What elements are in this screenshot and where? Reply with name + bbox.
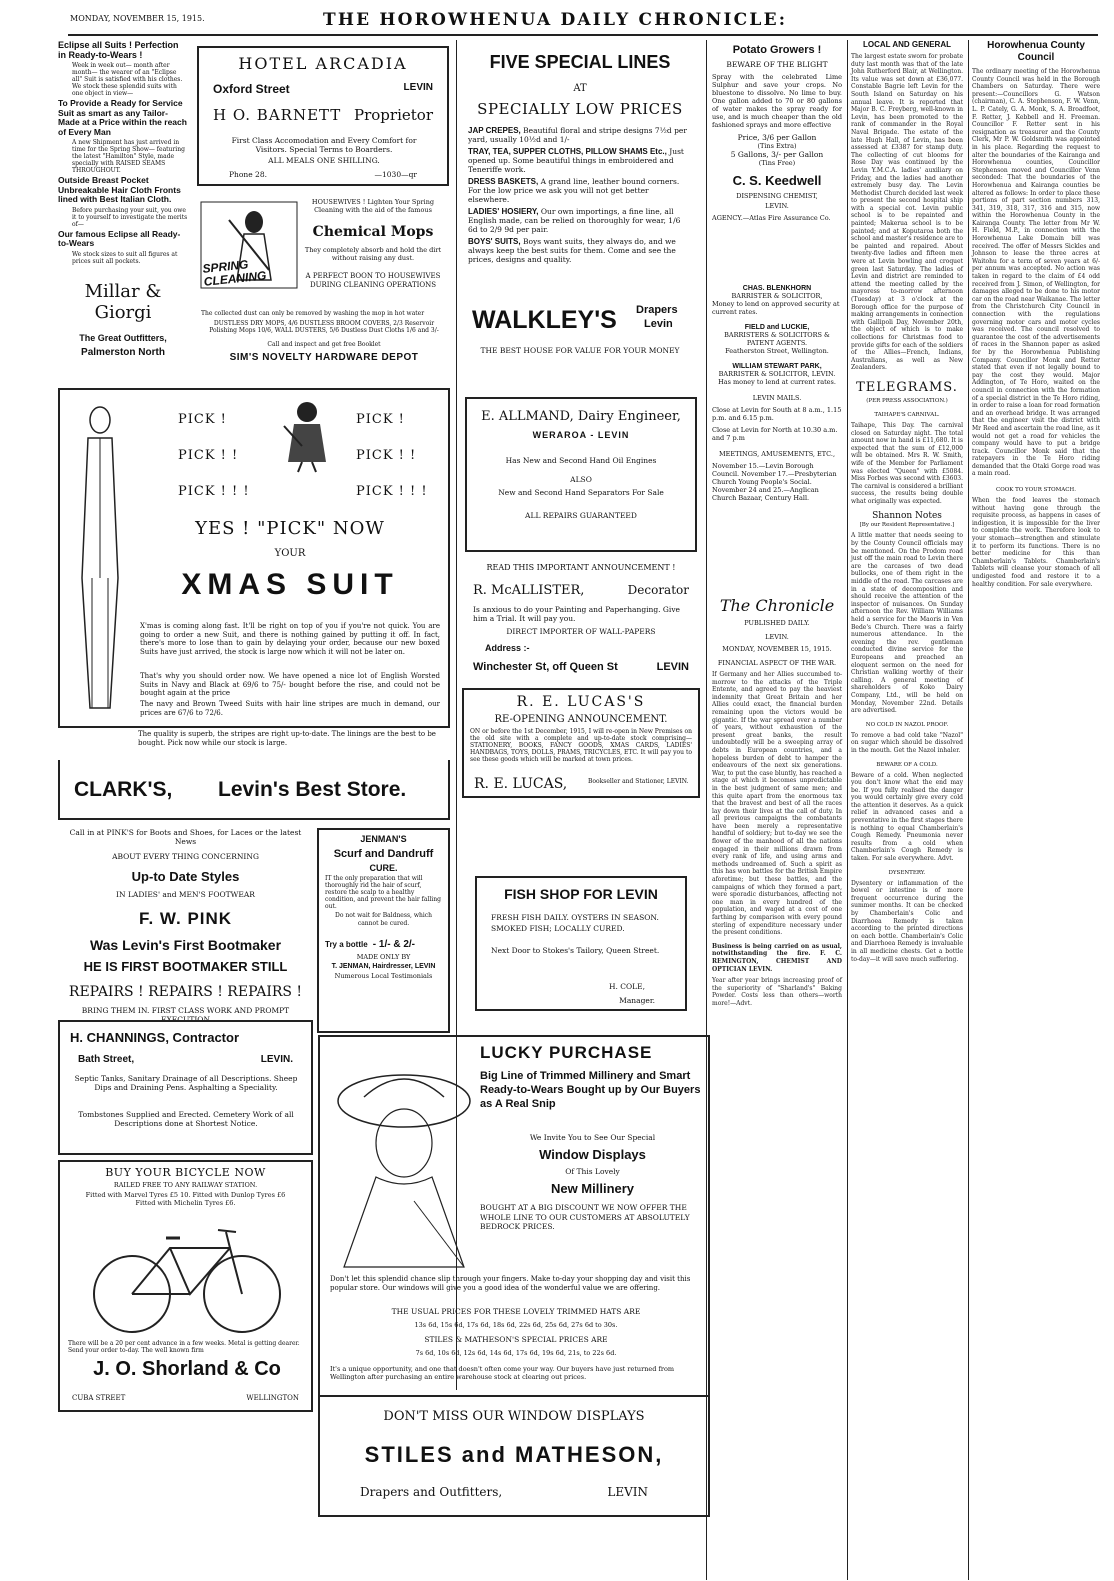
mcallister-ad <box>465 563 697 683</box>
stiles-bought: BOUGHT AT A BIG DISCOUNT WE NOW OFFER THE WHOLE LINE TO OUR CUSTOMERS AT ABSOLUTELY BEDROCK PRICES. <box>480 1203 690 1231</box>
shorland-line-2: Fitted with Marvel Tyres £5 10. Fitted with Dunlop Tyres £6 <box>85 1191 286 1199</box>
jenman-made: MADE ONLY BY <box>356 953 411 961</box>
chronicle-date: MONDAY, NOVEMBER 15, 1915. <box>722 645 832 653</box>
mcallister-town: LEVIN <box>656 661 689 673</box>
mails-south: Close at Levin for South at 8 a.m., 1.15 p.m. and 6.15 p.m. <box>712 406 842 422</box>
millar-giorgi-ad <box>58 40 188 385</box>
jenman-price: - 1/- & 2/- <box>372 939 416 950</box>
card-3-name: WILLIAM STEWART PARK, <box>732 363 822 370</box>
keedwell-price-2b: (Tins Free) <box>758 159 796 167</box>
hotel-arcadia-ad <box>197 46 449 186</box>
shorland-line-3: Fitted with Michelin Tyres £6. <box>135 1199 236 1207</box>
walkley-item-1: Beautiful floral and stripe designs 7½d per yard, usually 10½d and 1/- <box>468 126 687 144</box>
shorland-title: BUY YOUR BICYCLE NOW <box>105 1166 266 1179</box>
clarks-pick-2: PICK ! ! <box>178 448 239 463</box>
card-3-role: BARRISTER & SOLICITOR, LEVIN. <box>718 370 836 378</box>
stiles-special-prices: 7s 6d, 10s 6d, 12s 6d, 14s 6d, 17s 6d, 19s 6d, 21s, to 22s 6d. <box>415 1349 617 1357</box>
arcadia-line-1: First Class Accomodation and Every Comfort for Visitors. Special Terms to Boarders. <box>231 136 417 154</box>
local-heading: LOCAL AND GENERAL <box>863 40 951 49</box>
fish-title: FISH SHOP FOR LEVIN <box>504 886 658 902</box>
sims-product: Chemical Mops <box>312 224 434 240</box>
chronicle-heading: FINANCIAL ASPECT OF THE WAR. <box>717 659 837 667</box>
card-1-role: BARRISTER & SOLICITOR, <box>731 292 823 300</box>
channings-line-2: Tombstones Supplied and Erected. Cemetery Work of all Descriptions done at Shortest Notice. <box>78 1110 294 1128</box>
county-heading: Horowhenua County Council <box>987 40 1085 63</box>
stiles-dont: DON'T MISS OUR WINDOW DISPLAYS <box>383 1409 645 1424</box>
walkley-title: FIVE SPECIAL LINES <box>489 52 671 72</box>
chronicle-published: PUBLISHED DAILY. <box>744 619 810 627</box>
stiles-invite: We Invite You to See Our Special <box>529 1133 656 1142</box>
county-council-column <box>972 40 1100 1580</box>
sims-small-3: Call and inspect and get free Booklet <box>267 341 381 348</box>
sims-hardware-ad <box>197 192 449 377</box>
cold-heading: BEWARE OF A COLD. <box>876 761 938 768</box>
allmand-line-4: ALL REPAIRS GUARANTEED <box>525 511 637 520</box>
fish-line-1: FRESH FISH DAILY. OYSTERS IN SEASON. SMOKED FISH; LOCALLY CURED. <box>491 913 659 933</box>
stiles-footer <box>318 1397 710 1517</box>
channings-street: Bath Street, <box>78 1054 135 1065</box>
clarks-your: YOUR <box>274 548 306 559</box>
mails-heading: LEVIN MAILS. <box>752 394 802 402</box>
sims-intro: HOUSEWIVES ! Lighten Your Spring Cleaning with the aid of the famous <box>311 198 435 214</box>
jenman-testimonials: Numerous Local Testimonials <box>334 972 433 980</box>
sims-small-2: DUSTLESS DRY MOPS, 4/6 DUSTLESS BROOM COVERS, 2/3 Reservoir Polishing Mops 10/6, WALL DUSTERS, 5/6 Dustless Dust Cloths 1/6 and 3/- <box>209 320 439 334</box>
walkley-item-5: Boys want suits, they always do, and we always keep the best suits for them. Come and see the prices, designs and quality. <box>468 237 676 264</box>
clarks-slogan: Levin's Best Store. <box>218 778 407 801</box>
stiles-matheson-ad <box>318 1035 710 1397</box>
bicycle-illustration-icon <box>90 1218 285 1338</box>
allmand-line-1: Has New and Second Hand Oil Engines <box>505 456 657 465</box>
clarks-xmas: XMAS SUIT <box>181 568 399 601</box>
jenman-bald: Do not wait for Baldness, which cannot be cured. <box>335 912 432 927</box>
walkley-name: WALKLEY'S <box>472 306 617 334</box>
keedwell-price-1: Price, 3/6 per Gallon <box>737 133 817 142</box>
arcadia-role: Proprietor <box>354 106 433 124</box>
arcadia-line-2: ALL MEALS ONE SHILLING. <box>268 156 380 165</box>
clarks-p2: That's why you should order now. We have opened a nice lot of English Worsted Suits in Navy and Black at 69/6 to 75/- bought before the rise, and could not be bought again at the price <box>140 672 440 697</box>
cook-heading: COOK TO YOUR STOMACH. <box>996 487 1076 494</box>
lucas-body: ON or before the 1st December, 1915, I will re-open in New Premises on the old site with a complete and up-to-date stock comprising— STATIONERY, BOOKS, FANCY GOODS, XMAS CARDS, LADIES' HANDBAGS, TOYS, DOLLS, PRAMS, TRICYCLES, ETC. It will pay you to see these goods which will be marked at town prices. <box>470 728 692 763</box>
card-2-name: FIELD and LUCKIE, <box>744 324 810 331</box>
jenman-title: Scurf and Dandruff <box>333 848 434 860</box>
millar-heading-4: Our famous Eclipse all Ready-to-Wears <box>58 228 181 248</box>
fish-shop-ad <box>475 876 687 1011</box>
chronicle-editorial <box>712 596 842 1581</box>
clarks-pick-1: PICK ! <box>178 412 227 427</box>
mcallister-street: Winchester St, off Queen St <box>473 661 618 673</box>
walkleys-ad <box>460 40 700 370</box>
chronicle-body: If Germany and her Allies succumbed to-morrow to the attacks of the Triple Entente, and agreed to pay the heaviest indemnity that Great Britain and her Allies could exact, the financial burden remaining upon the victors would be gigantic. If the war spread over a number of years, without exhaustion of the present great banks, the result undoubtedly will be a sweeping array of debts in European countries, and a hopeless burden of debt to hamper the endeavours of the next six generations. War, to put the case bluntly, has reached a stage at which it becomes unpredictable in the best judgment of same men; and this quite apart from the enormous tax that the bravest and best of all the races lay down their lives at the call of duty. In all previous campaigns the combatants have been merely a representative handful of soldiery; but to-day we see the flower of the manhood of all the nations engaged in their millions drawn from every rank of life, and using arms and methods undreamed of. Such a spirit as this has won battles for the British Empire aforetime; but these battles, and the campaigns of which they formed a part, were sporadic disturbances, affecting not one man in every hundred of the population, and waged at a cost of one farthing by comparison with every pound sterling of expenditure necessary under the present conditions. <box>712 671 842 937</box>
clarks-p1: X'mas is coming along fast. It'll be right on top of you if you're not quick. You are going to order a new Suit, and there is nothing gained by putting it off. In fact, there's more to lose than to gain by delaying your order, because our new boxed Suits have just arrived, the stock is large now which it will not be later on. <box>140 622 440 656</box>
dysentery-body: Dysentery or inflammation of the bowel or intestine is of more frequent occurrence during the summer months. It can be checked by Chamberlain's Colic and Diarrhoea Remedy is taken according to the printed directions on each bottle. Chamberlain's Colic and Diarrhoea Remedy is invaluable in all medicine chests. Get a bottle to-day—it will save much suffering. <box>851 879 963 963</box>
walkley-levin: Levin <box>644 318 673 330</box>
millar-name: Millar & Giorgi <box>84 280 162 323</box>
card-1-name: CHAS. BLENKHORN <box>742 285 812 292</box>
shorland-name: J. O. Shorland & Co <box>93 1358 281 1380</box>
allmand-place: WERAROA - LEVIN <box>532 430 630 440</box>
millar-tag-1: The Great Outfitters, <box>79 332 167 343</box>
channings-line-1: Septic Tanks, Sanitary Drainage of all Descriptions. Sheep Dips and Draining Pens. Asphalting a Speciality. <box>74 1074 298 1092</box>
keedwell-price-2: 5 Gallons, 3/- per Gallon <box>730 150 824 159</box>
millar-body-4: We stock sizes to suit all figures at prices suit all pockets. <box>72 250 178 265</box>
shannon-body: A little matter that needs seeing to by the County Council officials may be mentioned. On the Prodom road just off the main road to Levin there are the carcases of two dead bullocks, one of them right in the middle of the road. The carcases are in a state of decomposition and should receive the attention of the inspector of nuisances. On Sunday afternoon the Rev. William Williams held a service for the Maoris in Ven Bede's Church. There was a fairly numerous attendance. In the evening the rev. gentleman conducted divine service for the Europeans and preached an eloquent sermon on the need for Christian walking worthy of their calling. A general meeting of shareholders of Koko Dairy Company, Ltd., will be held on Monday, November 22nd. Details are advertised. <box>851 532 963 715</box>
piper-illustration-icon <box>272 396 342 472</box>
arcadia-phone: Phone 28. <box>229 170 267 179</box>
local-general-column <box>851 40 963 1580</box>
stiles-special: STILES & MATHESON'S SPECIAL PRICES ARE <box>424 1335 608 1344</box>
shorland-town: WELLINGTON <box>246 1394 299 1402</box>
pink-line-2: ABOUT EVERY THING CONCERNING <box>112 852 259 861</box>
pink-line-7: REPAIRS ! REPAIRS ! REPAIRS ! <box>68 984 303 1000</box>
jenman-maker: T. JENMAN, Hairdresser, LEVIN <box>331 963 436 970</box>
walkley-drapers: Drapers <box>636 304 678 316</box>
sims-boon: A PERFECT BOON TO HOUSEWIVES DURING CLEANING OPERATIONS <box>305 272 441 289</box>
county-body: The ordinary meeting of the Horowhenua County Council was held in the Borough Chambers on Saturday. There were present:—Councillors G. Watson (chairman), C. A. Stephenson, F. W. Venn, L. P. Cately, G. A. Monk, S. A. Broadfoot, F. Retter, J. Kebbell and H. Freeman. Councillor F. Retter sent in his resignation as treasurer and the County Clerk, Mr P. W. Goldsmith was appointed in his place. Regarding the request to alter the boundaries of the Kairanga and Horowhenua counties, Councillor Stephenson moved and Councillor Venn seconded: That the boundaries of the Horowhenua and Kairanga counties be altered as follows: In order to place these portions of part section numbers 313, 341, 319, 318, 317, 316 and 315, now within the Horowhenua County in the Kairanga County. The letter from Mr W. H. Field, M.P., in connection with the Horowhenua Lake Domain bill was received. The offer of Messrs Sickles and Johnson to lease the three acres at Waitohu for a term of seven years at 6/- per annum was accepted. No action was taken in regard to the claim of £4 odd received from J. Simon, of Wellington, for damages alleged to be done to his motor car on the road near Waikanae. The letter from the Christchurch City Council in connection with the regulations governing motor cars and motor cycles was received. The council resolved to guarantee the cost of the advertisements of races in the Shannon paper as asked for by the Horowhenua Publishing Company. Councillor Monk and Retter stated that even if not legally bound to pay the cost they would. Major Addington, of Te Horo, waited on the council in connection with the formation of a special district in the Te Horo riding, in order to raise a loan for road formation and an overhead bridge. It was arranged that the engineer visit the district with Mr Reed and ascertain the road line, as it would not get a road for vehicles the company would have to put a bridge track. Councillor Monk said that the ratepayers in the Te Horo riding demanded that the Otaki Gorge road was a main road. <box>972 68 1100 478</box>
card-2-role: BARRISTERS & SOLICITORS & PATENT AGENTS. <box>724 331 830 347</box>
telegrams-heading: TELEGRAMS. <box>856 379 958 395</box>
card-3-text: Has money to lend at current rates. <box>718 378 836 386</box>
jenman-name: JENMAN'S <box>360 834 407 844</box>
clarks-yes: YES ! "PICK" NOW <box>195 518 385 539</box>
keedwell-role: DISPENSING CHEMIST, <box>736 192 818 200</box>
keedwell-title: Potato Growers ! <box>732 44 822 56</box>
telegrams-carnival-heading: TAIHAPE'S CARNIVAL. <box>874 411 940 418</box>
pink-line-6: HE IS FIRST BOOTMAKER STILL <box>83 959 288 974</box>
clarks-ad <box>58 388 450 728</box>
walkley-item-2-head: TRAY, TEA, SUPPER CLOTHS, PILLOW SHAMS Etc., <box>468 147 667 156</box>
mcallister-role: Decorator <box>627 583 689 597</box>
walkley-item-3-head: DRESS BASKETS, <box>468 177 539 186</box>
keedwell-town: LEVIN. <box>765 202 789 210</box>
keedwell-agency: AGENCY.—Atlas Fire Assurance Co. <box>712 214 831 222</box>
stiles-name: STILES and MATHESON, <box>364 1442 664 1467</box>
telegrams-sub: (PER PRESS ASSOCIATION.) <box>866 397 948 404</box>
lady-in-hat-illustration-icon <box>324 1061 474 1269</box>
walkley-at: AT <box>573 83 587 94</box>
walkley-prices: SPECIALLY LOW PRICES <box>477 100 683 118</box>
chronicle-town: LEVIN. <box>765 633 789 641</box>
millar-body-1: Week in week out— month after month— the wearer of an "Eclipse all" Suit is satisfied with his clothes. We stock these splendid suits with one object in view— <box>72 62 183 97</box>
sims-name: SIM'S NOVELTY HARDWARE DEPOT <box>229 352 419 363</box>
millar-heading-2: To Provide a Ready for Service Suit as smart as any Tailor-Made at a Price within the reach of Every Man <box>58 98 187 137</box>
stiles-usual: THE USUAL PRICES FOR THESE LOVELY TRIMMED HATS ARE <box>391 1307 641 1316</box>
lucas-title: R. E. LUCAS'S <box>516 694 646 710</box>
arcadia-ref: —1030—qr <box>374 170 417 179</box>
lucas-name: R. E. LUCAS, <box>474 776 568 792</box>
pink-name: F. W. PINK <box>138 909 233 928</box>
card-1-text: Money to lend on approved security at current rates. <box>712 300 840 316</box>
mcallister-name: R. McALLISTER, <box>473 583 585 598</box>
clarks-pick-1b: PICK ! <box>356 412 405 427</box>
man-in-suit-illustration-icon <box>70 398 130 718</box>
mcallister-line-2: DIRECT IMPORTER OF WALL-PAPERS <box>506 627 656 636</box>
sims-desc: They completely absorb and hold the dirt without raising any dust. <box>304 246 442 262</box>
business-body: Year after year brings increasing proof of the superiority of "Sharland's" Baking Powder. Costs less than others—worth more!—Advt. <box>712 977 842 1007</box>
cook-body: When the food leaves the stomach without having gone through the requisite process, as happens in cases of indigestion, it is impossible for the liver to complete the work. Therefore look to your stomach—strengthen and stimulate it to perform its functions. There is no better medicine for this than Chamberlain's Tablets. Chamberlain's Tablets will cleanse your stomach of all undigested food and restore it to a healthy condition. For sale everywhere. <box>972 497 1100 588</box>
jenman-body: IT the only preparation that will thoroughly rid the hair of scurf, restore the scalp to a healthy condition, and prevent the hair falling out. <box>325 875 441 910</box>
jenman-cure: CURE. <box>369 863 398 873</box>
keedwell-price-1b: (Tins Extra) <box>757 142 797 150</box>
stiles-p2: It's a unique opportunity, and one that doesn't often come your way. Our buyers have just returned from Wellington after purchasing an entire warehouse stock at clearing out prices. <box>330 1365 675 1381</box>
keedwell-body: Spray with the celebrated Lime Sulphur and save your crops. No bluestone to dissolve. No lime to buy. One gallon added to 70 or 80 gallons of water makes the spray ready for use, and is much cheaper than the old fashioned sprays and more effective <box>712 73 842 129</box>
pink-line-5: Was Levin's First Bootmaker <box>89 937 282 953</box>
fish-name: H. COLE, <box>608 982 645 991</box>
shorland-street: CUBA STREET <box>72 1394 126 1402</box>
millar-tag-2: Palmerston North <box>81 346 165 358</box>
allmand-ad <box>465 397 697 552</box>
stiles-p1: Don't let this splendid chance slip through your fingers. Make to-day your shopping day and visit this popular store. Our windows will give you a good idea of the wonderful value we are offering. <box>330 1275 691 1292</box>
meetings-heading: MEETINGS, AMUSEMENTS, ETC., <box>718 450 836 458</box>
professional-cards <box>712 285 842 590</box>
stiles-new: New Millinery <box>550 1181 635 1196</box>
stiles-usual-prices: 13s 6d, 15s 6d, 17s 6d, 18s 6d, 22s 6d, 25s 6d, 27s 6d to 30s. <box>414 1321 618 1329</box>
clarks-p3: The navy and Brown Tweed Suits with hair line stripes are much in demand, our prices are 67/6 to 72/6. <box>140 700 440 717</box>
arcadia-street: Oxford Street <box>213 82 290 96</box>
clarks-pick-2b: PICK ! ! <box>356 448 417 463</box>
walkley-item-1-head: JAP CREPES, <box>468 126 521 135</box>
mcallister-top: READ THIS IMPORTANT ANNOUNCEMENT ! <box>486 563 676 572</box>
stiles-heading: Big Line of Trimmed Millinery and Smart Ready-to-Wears Bought up by Our Buyers as A Real Snip <box>480 1070 701 1110</box>
walkley-item-4: Our own importings, a fine line, all English made, can be relied on thoroughly for wear, 1/6 6d to 2/9 9d per pair. <box>468 207 681 234</box>
shorland-line-4: There will be a 20 per cent advance in a few weeks. Metal is getting dearer. Send your order to-day. The well known firm <box>68 1340 300 1354</box>
masthead <box>68 4 1098 34</box>
mcallister-addr: Address :- <box>485 643 530 653</box>
nazol-body: To remove a bad cold take "Nazol" on sugar which should be dissolved in the mouth. Get the Nazol inhaler. <box>851 731 963 754</box>
millar-body-3: Before purchasing your suit, you owe it to yourself to investigate the merits of— <box>72 206 188 228</box>
masthead-date: MONDAY, NOVEMBER 15, 1915. <box>70 14 205 23</box>
clarks-pick-3b: PICK ! ! ! <box>356 484 428 499</box>
card-2-text: Featherston Street, Wellington. <box>725 347 829 355</box>
keedwell-name: C. S. Keedwell <box>732 173 822 188</box>
walkley-item-3: A grand line, leather bound corners. For the low price we ask you will not get better elsewhere. <box>468 177 680 204</box>
arcadia-town: LEVIN <box>403 82 433 93</box>
cold-body: Beware of a cold. When neglected you don't know what the end may be. If you fully realised the danger you would certainly give every cold the attention it deserves. As a quick relief in advanced cases and a preventative in the first stages there is nothing to equal Chamberlain's Cough Remedy. Pneumonia never results from a cold when Chamberlain's Cough Remedy is taken. For sale everywhere. Advt. <box>851 771 963 863</box>
local-body: The largest estate sworn for probate duty last month was that of the late John Rutherford Blair, at Wellington. Its value was set down at £36,077. Constable Bagrie left Levin for the South Island on Saturday on his annual leave. It is reported that Major B. C. Freyberg, well-known in Levin, has been promoted to the rank of commander in the Royal Naval Brigade. The estate of the late Hugh Hall, of Levin, has been assessed at £3387 for stamp duty. The collecting of cut blooms for Rose Day was continued by the Levin Y.M.C.A. ladies' auxiliary on Friday, and the ladies had another extremely busy day. The Levin Methodist Church decided last week to present the second hospital ship with a special cot. Levin public school is to be repainted and painted; Makerua school is to be painted; and at Koputaroa both the school and master's residence are to be painted and repaired. About twenty-five ladies and fifteen men were at Levin bowling and croquet green last Saturday. The ladies of Levin and district are reminded to attend the meeting called by the mayoress to-morrow afternoon (Tuesday) at 3 o'clock at the Borough office for the purpose of making arrangements in connection with Gallipoli Day, November 20th, the object of which is to make collections for Christmas food to provide gifts for each of the soldiers of the Allies—French, Indians, Australians, as well as New Zealanders. <box>851 53 963 372</box>
sims-small-1: The collected dust can only be removed by washing the mop in hot water <box>201 310 425 317</box>
nazol-heading: NO COLD IN NAZOL PROOF. <box>865 721 949 728</box>
keedwell-ad <box>712 40 842 280</box>
masthead-title: THE HOROWHENUA DAILY CHRONICLE: <box>323 10 788 30</box>
walkley-item-4-head: LADIES' HOSIERY, <box>468 207 539 216</box>
keedwell-beware: BEWARE OF THE BLIGHT <box>726 60 828 69</box>
mails-north: Close at Levin for North at 10.30 a.m. and 7 p.m <box>712 426 838 442</box>
telegrams-carnival-body: Taihape, This Day. The carnival closed on Saturday night. The total amount now in hand is £11,680. It is expected that the sum of £12,000 will be obtained. Mrs R. W. Smith, wife of the Member for Parliament was elected "Queen" with £5084. Miss Forbes was second with £3603. The carnival is considered a brilliant success, the results being double what originally was expected. <box>851 421 963 505</box>
pink-ad <box>58 828 313 1024</box>
mcallister-line-1: Is anxious to do your Painting and Paperhanging. Give him a Trial. It will pay you. <box>473 605 680 623</box>
pink-line-3: Up-to Date Styles <box>131 869 240 884</box>
dysentery-heading: DYSENTERY. <box>888 869 926 876</box>
millar-heading-3: Outside Breast Pocket Unbreakable Hair Cloth Fronts lined with Best Italian Cloth. <box>58 175 181 204</box>
clarks-signature <box>58 760 450 820</box>
stiles-role: Drapers and Outfitters, <box>360 1485 503 1499</box>
jenman-ad <box>317 828 450 1033</box>
allmand-line-3: New and Second Hand Separators For Sale <box>498 488 664 497</box>
channings-title: H. CHANNINGS, Contractor <box>70 1030 240 1045</box>
channings-town: LEVIN. <box>260 1054 293 1065</box>
shorland-line-1: RAILED FREE TO ANY RAILWAY STATION. <box>113 1181 258 1189</box>
channings-ad <box>58 1020 313 1155</box>
millar-body-2: A new Shipment has just arrived in time for the Spring Show— featuring the latest "Hamilton" Style, made specially with RAISED SEAMS THROUGHOUT. <box>72 139 185 174</box>
shannon-sub: [By our Resident Representative.] <box>859 522 955 529</box>
meetings-text: November 15.—Levin Borough Council. November 17.—Presbyterian Church Young People's Social. November 24 and 25.—Anglican Church Bazaar, Century Hall. <box>712 462 837 502</box>
arcadia-owner: H O. BARNETT <box>213 106 342 124</box>
clarks-name: CLARK'S, <box>74 778 173 801</box>
stiles-window: Window Displays <box>539 1147 646 1162</box>
walkley-item-2: Just opened up. Some beautiful things in embroidered and Teneriffe work. <box>468 147 684 174</box>
jenman-try: Try a bottle <box>325 940 368 949</box>
lucas-role: Bookseller and Stationer, LEVIN. <box>588 778 689 785</box>
clarks-p4: The quality is superb, the stripes are right up-to-date. The linings are the best to be bought. Pick now while our stock is large. <box>138 730 436 747</box>
chronicle-name: The Chronicle <box>719 596 835 615</box>
walkley-tag: THE BEST HOUSE FOR VALUE FOR YOUR MONEY <box>480 346 680 355</box>
shorland-ad <box>58 1160 313 1412</box>
business-heading: Business is being carried on as usual, notwithstanding the fire. F. C. REMINGTON, CHEMIST AND OPTICIAN LEVIN. <box>712 942 842 973</box>
fish-role: Manager. <box>619 996 655 1005</box>
pink-line-1: Call in at PINK'S for Boots and Shoes, for Laces or the latest News <box>69 828 302 846</box>
lucas-sub: RE-OPENING ANNOUNCEMENT. <box>494 714 668 725</box>
millar-heading-1: Eclipse all Suits ! Perfection in Ready-to-Wears ! <box>58 40 179 60</box>
sims-spring-cleaning: SPRING CLEANING <box>201 257 267 289</box>
arcadia-title: HOTEL ARCADIA <box>238 54 408 73</box>
walkley-item-5-head: BOYS' SUITS, <box>468 237 521 246</box>
allmand-line-2: ALSO <box>570 475 592 484</box>
allmand-title: E. ALLMAND, Dairy Engineer, <box>481 409 681 424</box>
pink-line-4: IN LADIES' and MEN'S FOOTWEAR <box>116 890 255 899</box>
shannon-heading: Shannon Notes <box>872 511 942 522</box>
stiles-of: Of This Lovely <box>565 1167 620 1176</box>
clarks-pick-3: PICK ! ! ! <box>178 484 250 499</box>
pink-line-8: BRING THEM IN. FIRST CLASS WORK AND PROMPT EXECUTION <box>81 1006 290 1024</box>
lucas-ad <box>462 688 700 798</box>
stiles-town: LEVIN <box>607 1485 648 1499</box>
stiles-title: LUCKY PURCHASE <box>480 1043 653 1062</box>
fish-line-2: Next Door to Stokes's Tailory, Queen Street. <box>491 946 660 955</box>
